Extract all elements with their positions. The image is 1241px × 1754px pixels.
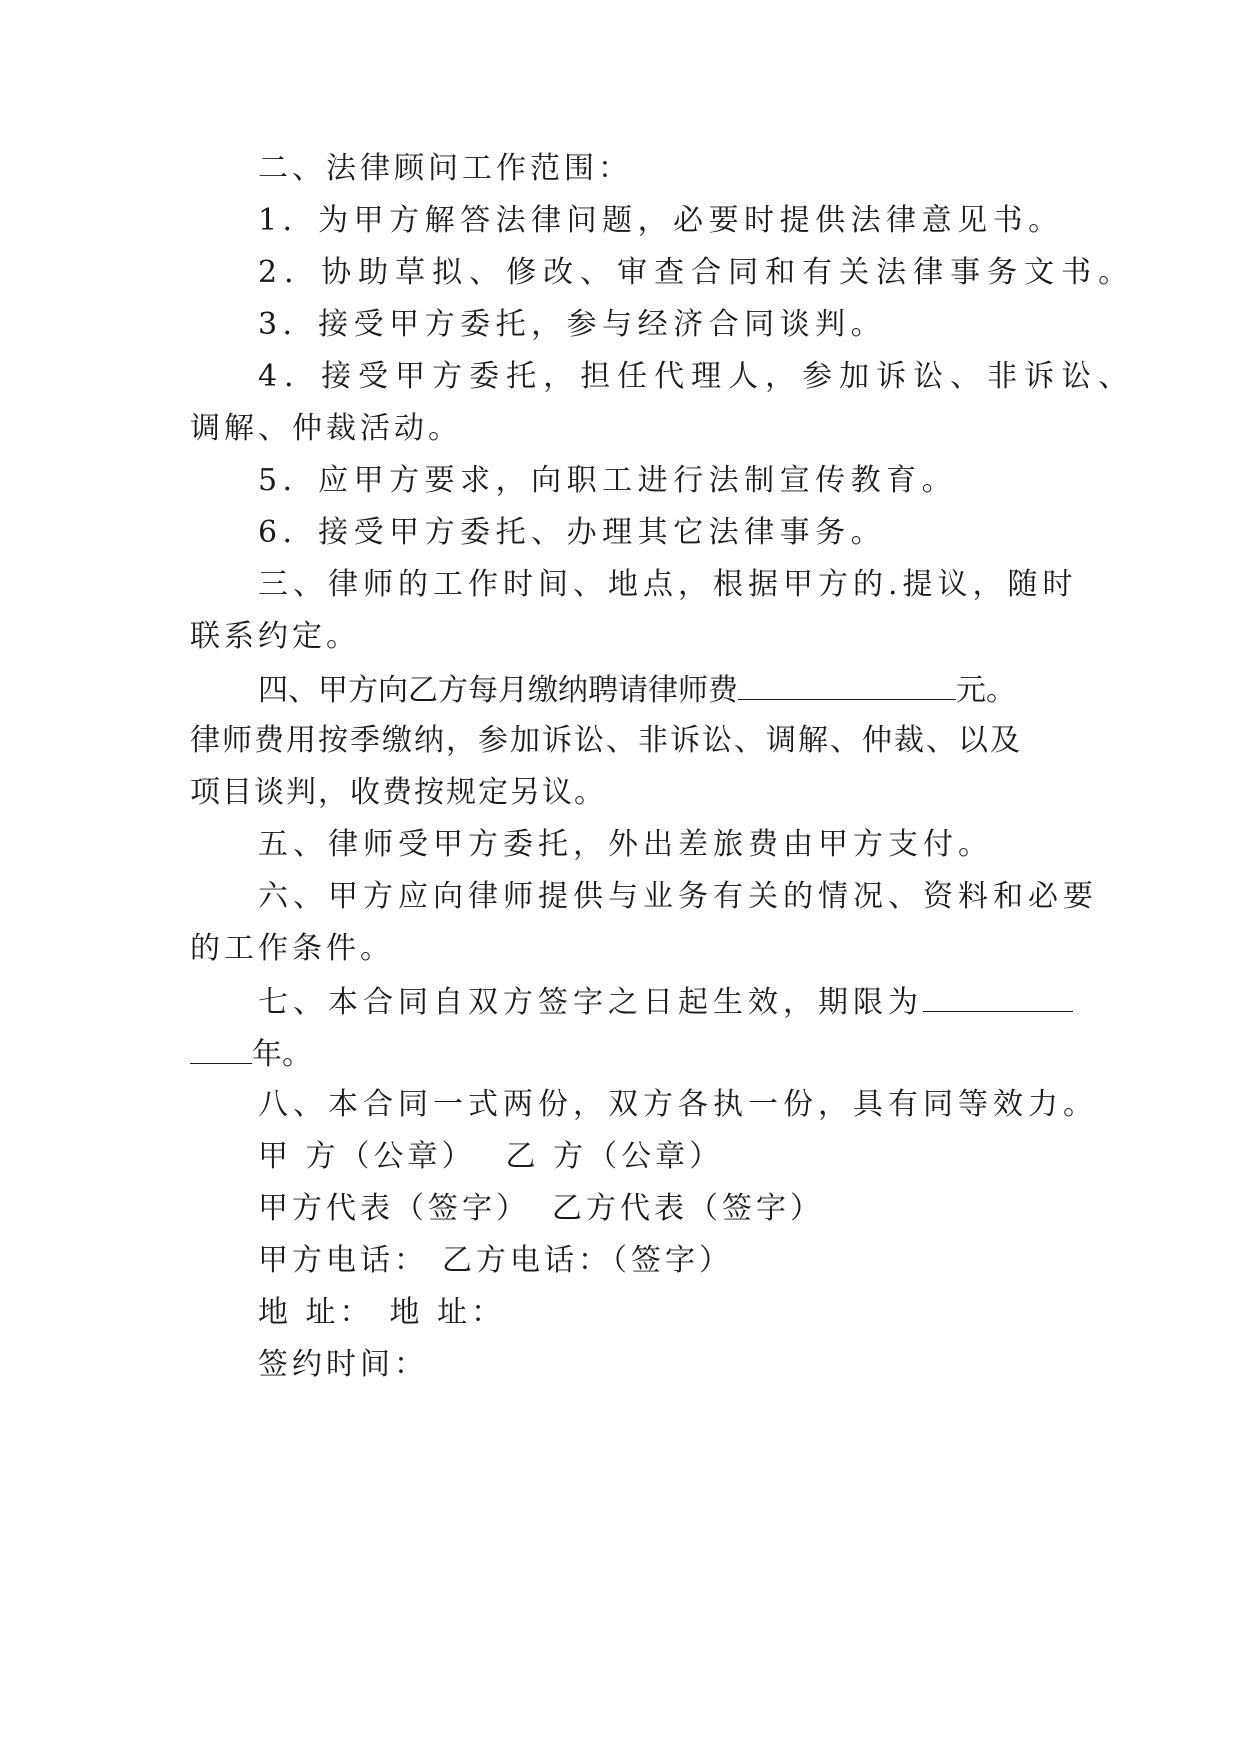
section2-item3: 3．接受甲方委托，参与经济合同谈判。 <box>258 307 887 342</box>
phone-line <box>258 1241 733 1281</box>
section2-item1: 1．为甲方解答法律问题，必要时提供法律意见书。 <box>258 203 1064 238</box>
section7-unit: 年。 <box>252 1037 312 1072</box>
section4-unit: 元。 <box>956 673 1016 708</box>
section2-heading: 二、法律顾问工作范围： <box>258 151 632 186</box>
section7-line2 <box>190 1033 312 1075</box>
section4-line2: 律师费用按季缴纳，参加诉讼、非诉讼、调解、仲裁、以及 <box>190 723 1022 758</box>
party-a-address: 地 址： <box>258 1295 374 1330</box>
sign-date: 签约时间： <box>258 1347 428 1382</box>
section5: 五、律师受甲方委托，外出差旅费由甲方支付。 <box>258 827 993 862</box>
term-years-blank-continued <box>190 1033 252 1064</box>
section3-line2: 联系约定。 <box>190 619 360 654</box>
party-b-seal: 乙 方（公章） <box>505 1139 724 1174</box>
party-a-representative: 甲方代表（签字） <box>258 1191 530 1226</box>
section2-item2: 2．协助草拟、修改、审查合同和有关法律事务文书。 <box>258 255 1136 290</box>
section6-line2: 的工作条件。 <box>190 931 394 966</box>
section6-line1: 六、甲方应向律师提供与业务有关的情况、资料和必要 <box>258 879 1098 914</box>
party-b-phone: 乙方电话：（签字） <box>442 1243 733 1278</box>
section2-item6: 6．接受甲方委托、办理其它法律事务。 <box>258 515 887 550</box>
section2-item4: 4．接受甲方委托，担任代理人，参加诉讼、非诉讼、 <box>258 359 1136 394</box>
section3-line1: 三、律师的工作时间、地点，根据甲方的.提议，随时 <box>258 567 1078 602</box>
section2-item4-continued: 调解、仲裁活动。 <box>190 411 462 446</box>
section4-line3: 项目谈判，收费按规定另议。 <box>190 775 606 810</box>
address-line <box>258 1293 505 1333</box>
party-b-representative: 乙方代表（签字） <box>552 1191 824 1226</box>
term-years-blank <box>923 981 1073 1012</box>
section4-text: 四、甲方向乙方每月缴纳聘请律师费 <box>258 673 738 708</box>
section4-line1 <box>258 669 1016 711</box>
representative-line <box>258 1189 824 1229</box>
seal-line <box>258 1137 723 1177</box>
section7-line1 <box>258 981 1073 1023</box>
party-b-address: 地 址： <box>389 1295 506 1330</box>
fee-amount-blank <box>738 669 956 700</box>
section2-item5: 5．应甲方要求，向职工进行法制宣传教育。 <box>258 463 958 498</box>
party-a-seal: 甲 方（公章） <box>258 1139 476 1174</box>
section8: 八、本合同一式两份，双方各执一份，具有同等效力。 <box>258 1087 1098 1122</box>
section7-text: 七、本合同自双方签字之日起生效，期限为 <box>258 985 923 1020</box>
party-a-phone: 甲方电话： <box>258 1243 428 1278</box>
